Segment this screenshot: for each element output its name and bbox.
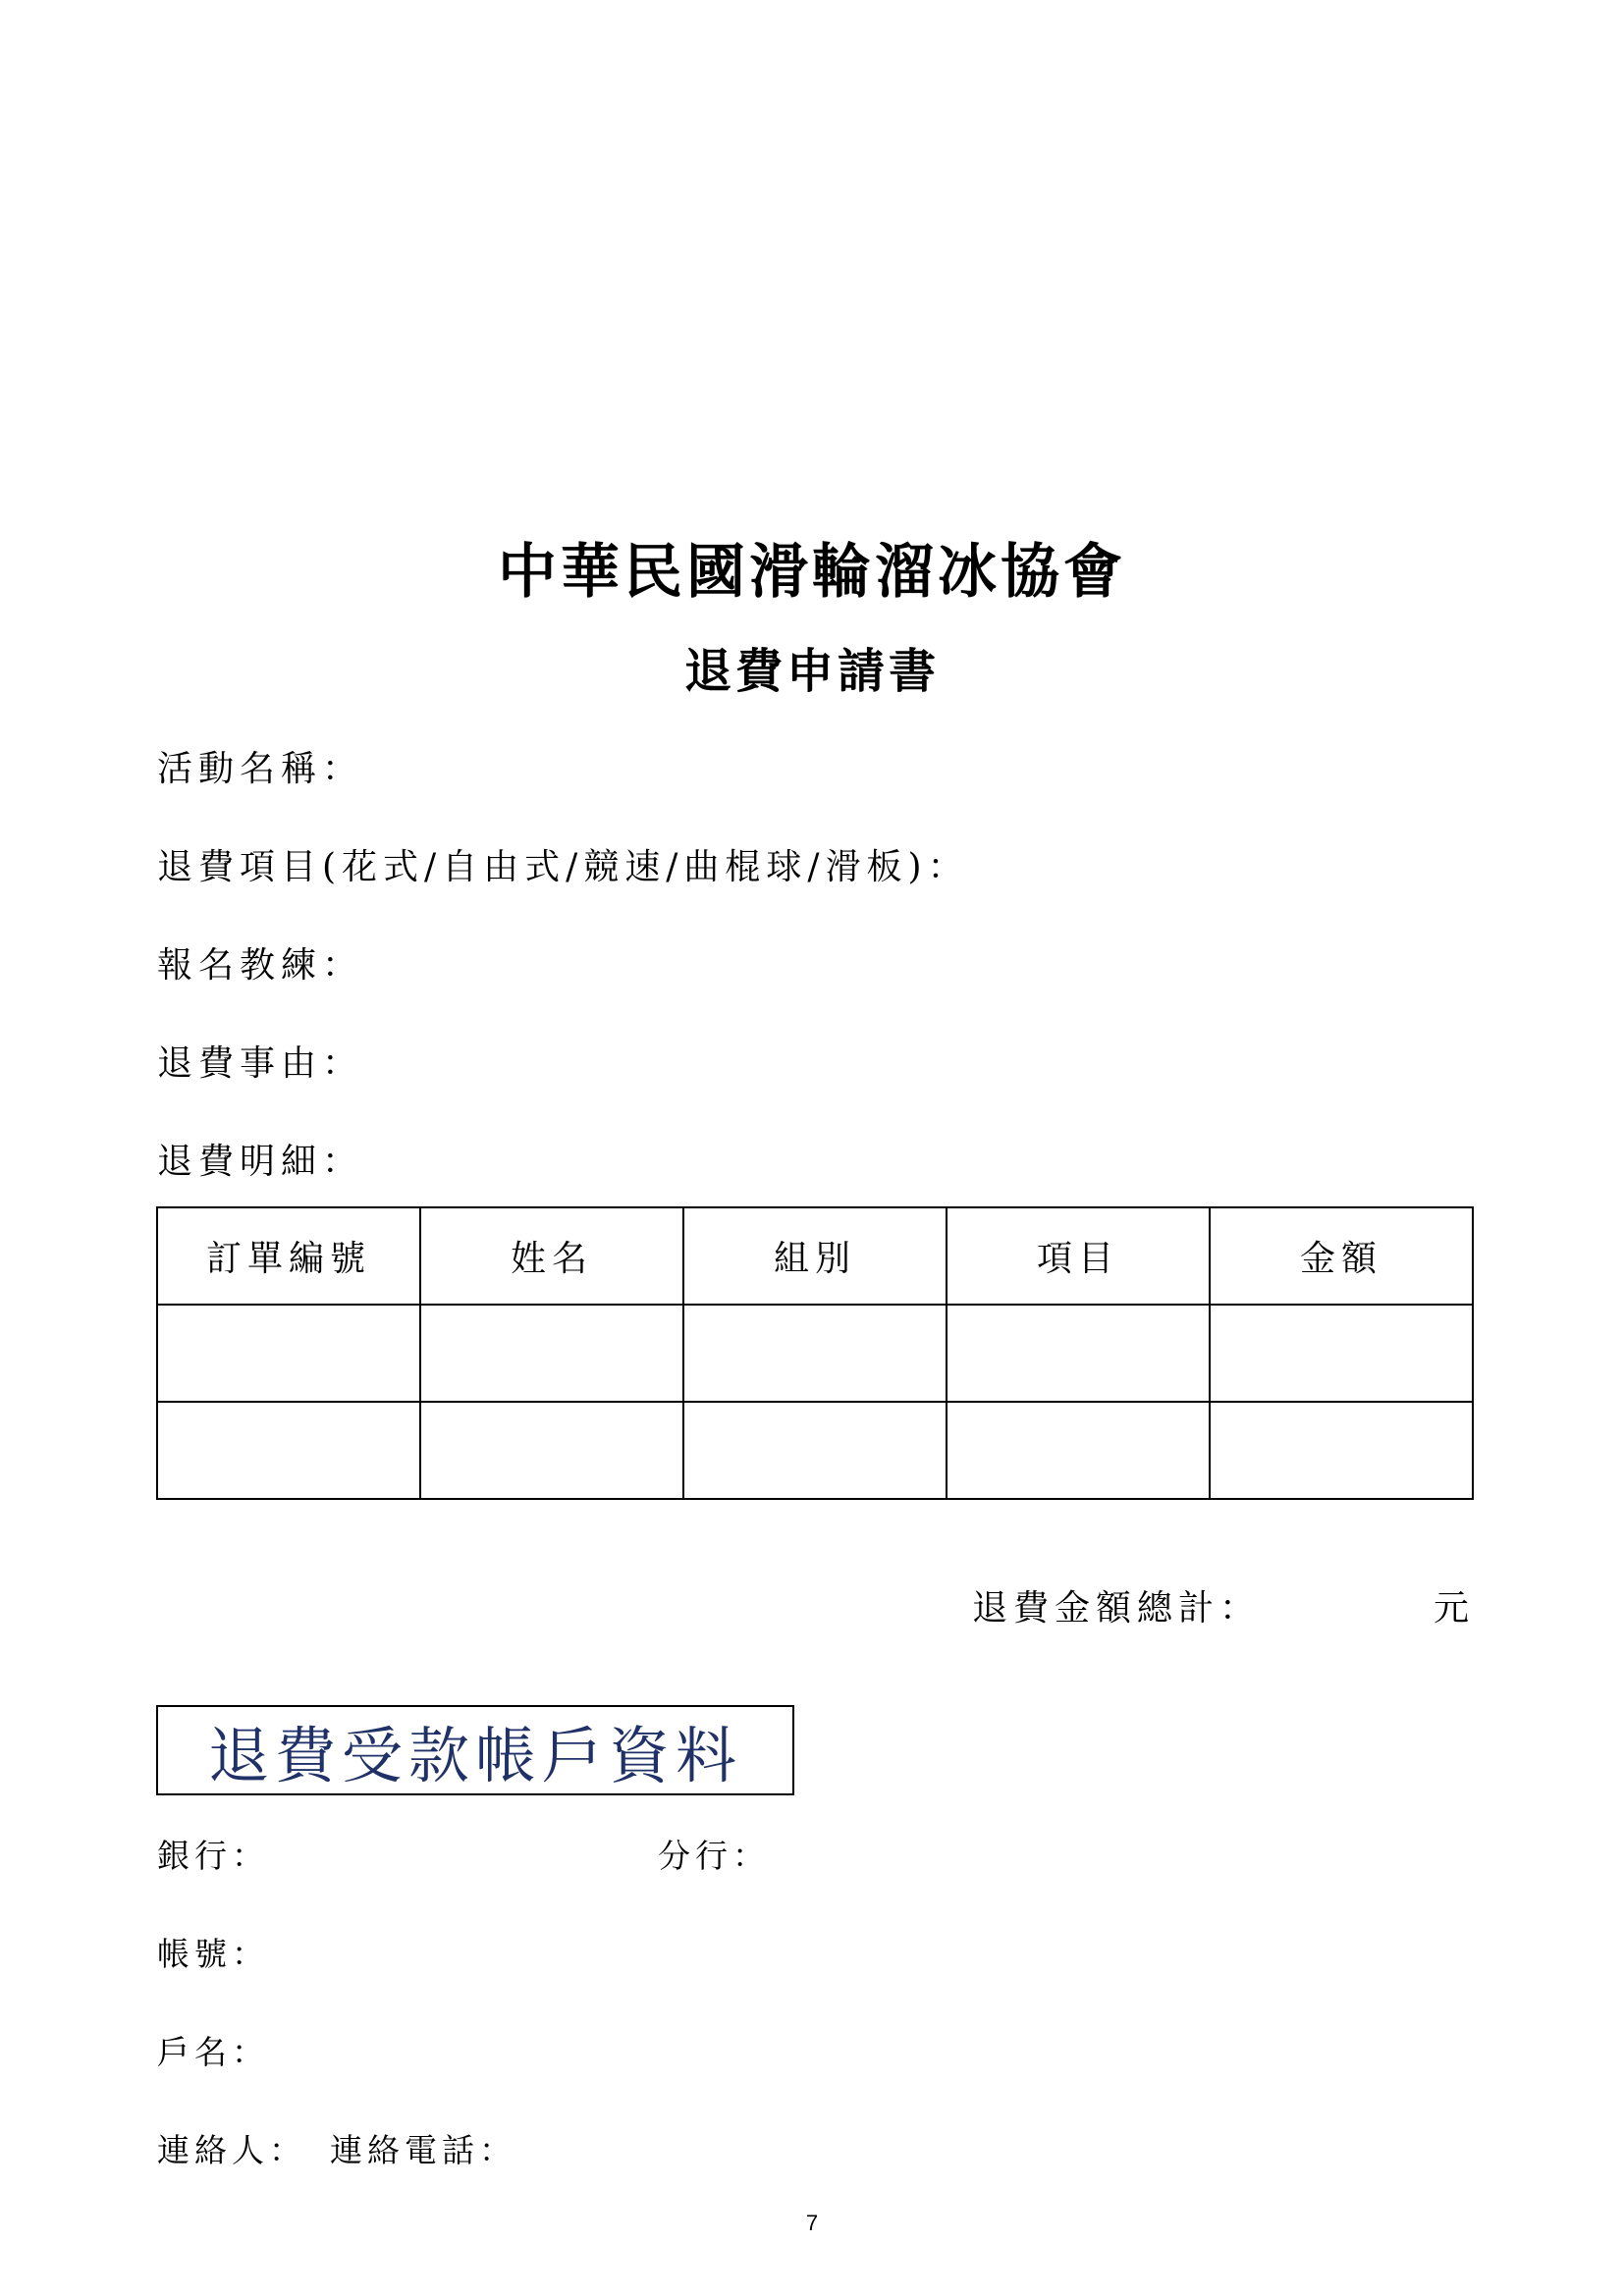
table-cell[interactable] — [157, 1305, 420, 1402]
table-row — [157, 1305, 1473, 1402]
page-number: 7 — [805, 2211, 819, 2235]
field-phone: 連絡電話： — [330, 2131, 516, 2169]
field-account-number: 帳號： — [157, 1935, 269, 1973]
field-reason: 退費事由： — [157, 1043, 364, 1084]
table-cell[interactable] — [157, 1402, 420, 1499]
account-heading-box — [156, 1705, 794, 1795]
table-row — [157, 1402, 1473, 1499]
header-item: 項目 — [947, 1207, 1210, 1305]
table-cell[interactable] — [947, 1305, 1210, 1402]
header-group: 組別 — [683, 1207, 947, 1305]
table-cell[interactable] — [1210, 1402, 1473, 1499]
table-cell[interactable] — [420, 1305, 683, 1402]
field-details: 退費明細： — [157, 1142, 364, 1182]
header-amount: 金額 — [1210, 1207, 1473, 1305]
table-cell[interactable] — [420, 1402, 683, 1499]
table-header-row — [157, 1207, 1473, 1305]
table-cell[interactable] — [683, 1305, 947, 1402]
field-coach: 報名教練： — [157, 945, 364, 986]
field-refund-item: 退費項目(花式/自由式/競速/曲棍球/滑板)： — [157, 847, 969, 887]
field-branch: 分行： — [658, 1837, 770, 1875]
account-heading: 退費受款帳戶資料 — [207, 1719, 742, 1791]
document-title: 中華民國滑輪溜冰協會 — [498, 538, 1126, 607]
field-contact: 連絡人： — [157, 2131, 306, 2169]
header-order-number: 訂單編號 — [157, 1207, 420, 1305]
field-bank: 銀行： — [157, 1837, 269, 1875]
header-name: 姓名 — [420, 1207, 683, 1305]
document-subtitle: 退費申請書 — [683, 644, 940, 699]
table-cell[interactable] — [683, 1402, 947, 1499]
table-cell[interactable] — [1210, 1305, 1473, 1402]
field-activity-name: 活動名稱： — [157, 749, 364, 789]
field-account-name: 戶名： — [157, 2033, 269, 2071]
refund-details-table — [156, 1206, 1474, 1500]
table-cell[interactable] — [947, 1402, 1210, 1499]
total-label: 退費金額總計： — [972, 1588, 1262, 1629]
total-unit: 元 — [1434, 1588, 1470, 1629]
